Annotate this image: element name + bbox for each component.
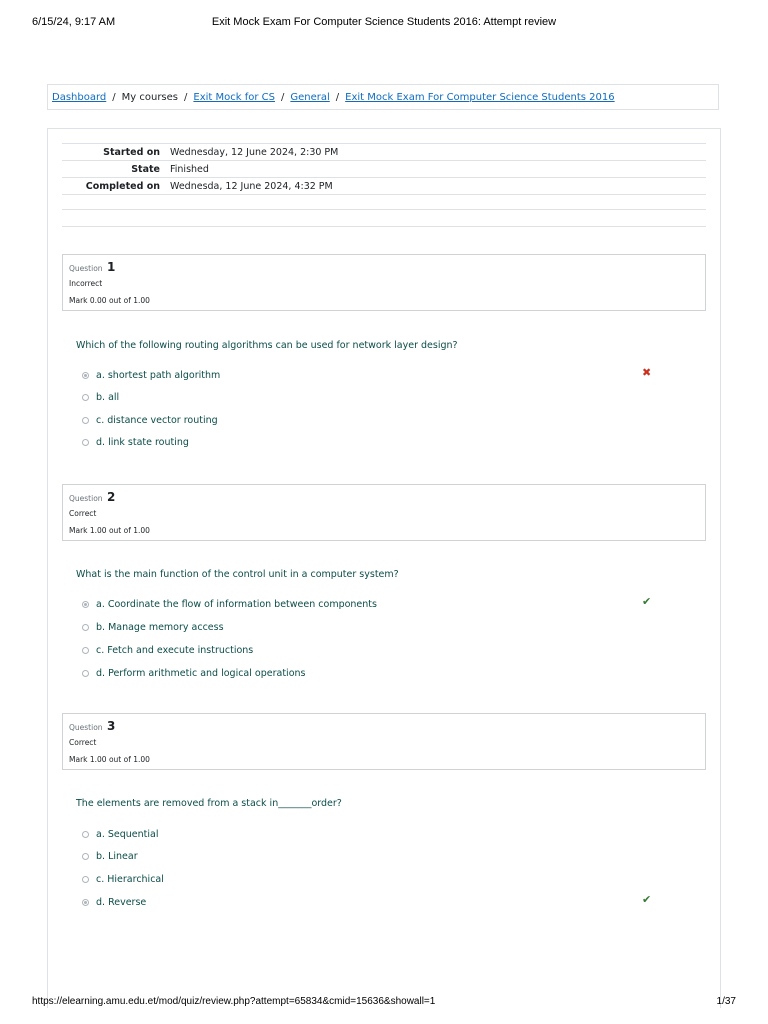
breadcrumb (47, 84, 719, 110)
question-label: Question (69, 723, 103, 732)
summary-value: Finished (170, 161, 706, 178)
summary-row-state (62, 161, 706, 178)
option-label: a. shortest path algorithm (96, 369, 221, 381)
breadcrumb-dashboard-link[interactable]: Dashboard (52, 91, 107, 103)
question-3-option-b[interactable] (82, 848, 682, 864)
question-1-info (62, 254, 706, 311)
question-label: Question (69, 494, 103, 503)
print-title: Exit Mock Exam For Computer Science Students 2016: Attempt review (211, 16, 557, 28)
radio-button[interactable] (82, 876, 89, 883)
print-datetime: 6/15/24, 9:17 AM (32, 16, 116, 28)
question-number (69, 490, 115, 504)
option-label: d. link state routing (96, 436, 189, 448)
print-url: https://elearning.amu.edu.et/mod/quiz/review.php?attempt=65834&cmid=15636&showall=1 (32, 996, 436, 1007)
option-label: d. Reverse (96, 896, 147, 908)
option-label: a. Coordinate the flow of information between components (96, 598, 377, 610)
question-3-option-d[interactable] (82, 894, 682, 910)
breadcrumb-separator: / (335, 91, 340, 103)
breadcrumb-section-link[interactable]: General (290, 91, 330, 103)
question-1-text: Which of the following routing algorithms can be used for network layer design? (76, 340, 458, 351)
question-2-option-c[interactable] (82, 642, 682, 658)
question-state: Correct (69, 509, 97, 518)
question-2-option-b[interactable] (82, 619, 682, 635)
radio-button-selected[interactable] (82, 372, 89, 379)
question-2-info (62, 484, 706, 541)
question-1-option-a[interactable] (82, 367, 682, 383)
question-number (69, 260, 115, 274)
breadcrumb-separator: / (280, 91, 285, 103)
question-mark: Mark 0.00 out of 1.00 (69, 296, 150, 305)
radio-button[interactable] (82, 647, 89, 654)
option-label: a. Sequential (96, 828, 159, 840)
print-page-number: 1/37 (716, 996, 736, 1007)
question-1-option-b[interactable] (82, 389, 682, 405)
question-number (69, 719, 115, 733)
question-2-option-d[interactable] (82, 665, 682, 681)
breadcrumb-quiz-link[interactable]: Exit Mock Exam For Computer Science Students 2016 (345, 91, 615, 103)
summary-value: Wednesday, 12 June 2024, 2:30 PM (170, 144, 706, 161)
question-1-option-c[interactable] (82, 412, 682, 428)
divider (62, 226, 706, 227)
question-mark: Mark 1.00 out of 1.00 (69, 526, 150, 535)
quiz-review-region (47, 128, 721, 1008)
option-label: c. Fetch and execute instructions (96, 644, 254, 656)
option-label: c. distance vector routing (96, 414, 218, 426)
breadcrumb-separator: / (112, 91, 116, 103)
question-3-option-a[interactable] (82, 826, 682, 842)
radio-button-selected[interactable] (82, 899, 89, 906)
question-3-text: The elements are removed from a stack in_______order? (76, 798, 342, 809)
attempt-summary-table (62, 143, 706, 195)
radio-button[interactable] (82, 624, 89, 631)
option-label: b. all (96, 391, 120, 403)
print-header (32, 16, 736, 30)
radio-button[interactable] (82, 670, 89, 677)
question-state: Incorrect (69, 279, 103, 288)
summary-row-completed (62, 178, 706, 195)
radio-button[interactable] (82, 831, 89, 838)
radio-button[interactable] (82, 394, 89, 401)
breadcrumb-my-courses: My courses (121, 91, 179, 103)
option-label: b. Manage memory access (96, 621, 224, 633)
question-2-option-a[interactable] (82, 596, 682, 612)
summary-value: Wednesda, 12 June 2024, 4:32 PM (170, 178, 706, 195)
incorrect-cross-icon: ✖ (642, 366, 652, 379)
correct-check-icon: ✔ (642, 893, 652, 906)
question-1-option-d[interactable] (82, 434, 682, 450)
option-label: b. Linear (96, 850, 138, 862)
divider (62, 209, 706, 210)
correct-check-icon: ✔ (642, 595, 652, 608)
radio-button[interactable] (82, 417, 89, 424)
print-footer (32, 996, 736, 1010)
summary-label: Completed on (62, 178, 170, 195)
question-state: Correct (69, 738, 97, 747)
summary-label: State (62, 161, 170, 178)
option-label: d. Perform arithmetic and logical operations (96, 667, 306, 679)
breadcrumb-separator: / (184, 91, 188, 103)
summary-label: Started on (62, 144, 170, 161)
summary-row-started (62, 144, 706, 161)
question-number-value: 1 (106, 260, 116, 274)
radio-button[interactable] (82, 853, 89, 860)
radio-button[interactable] (82, 439, 89, 446)
radio-button-selected[interactable] (82, 601, 89, 608)
question-3-option-c[interactable] (82, 871, 682, 887)
option-label: c. Hierarchical (96, 873, 164, 885)
question-3-info (62, 713, 706, 770)
question-mark: Mark 1.00 out of 1.00 (69, 755, 150, 764)
question-number-value: 3 (106, 719, 116, 733)
question-2-text: What is the main function of the control unit in a computer system? (76, 569, 399, 580)
breadcrumb-course-link[interactable]: Exit Mock for CS (193, 91, 275, 103)
question-number-value: 2 (106, 490, 116, 504)
question-label: Question (69, 264, 103, 273)
